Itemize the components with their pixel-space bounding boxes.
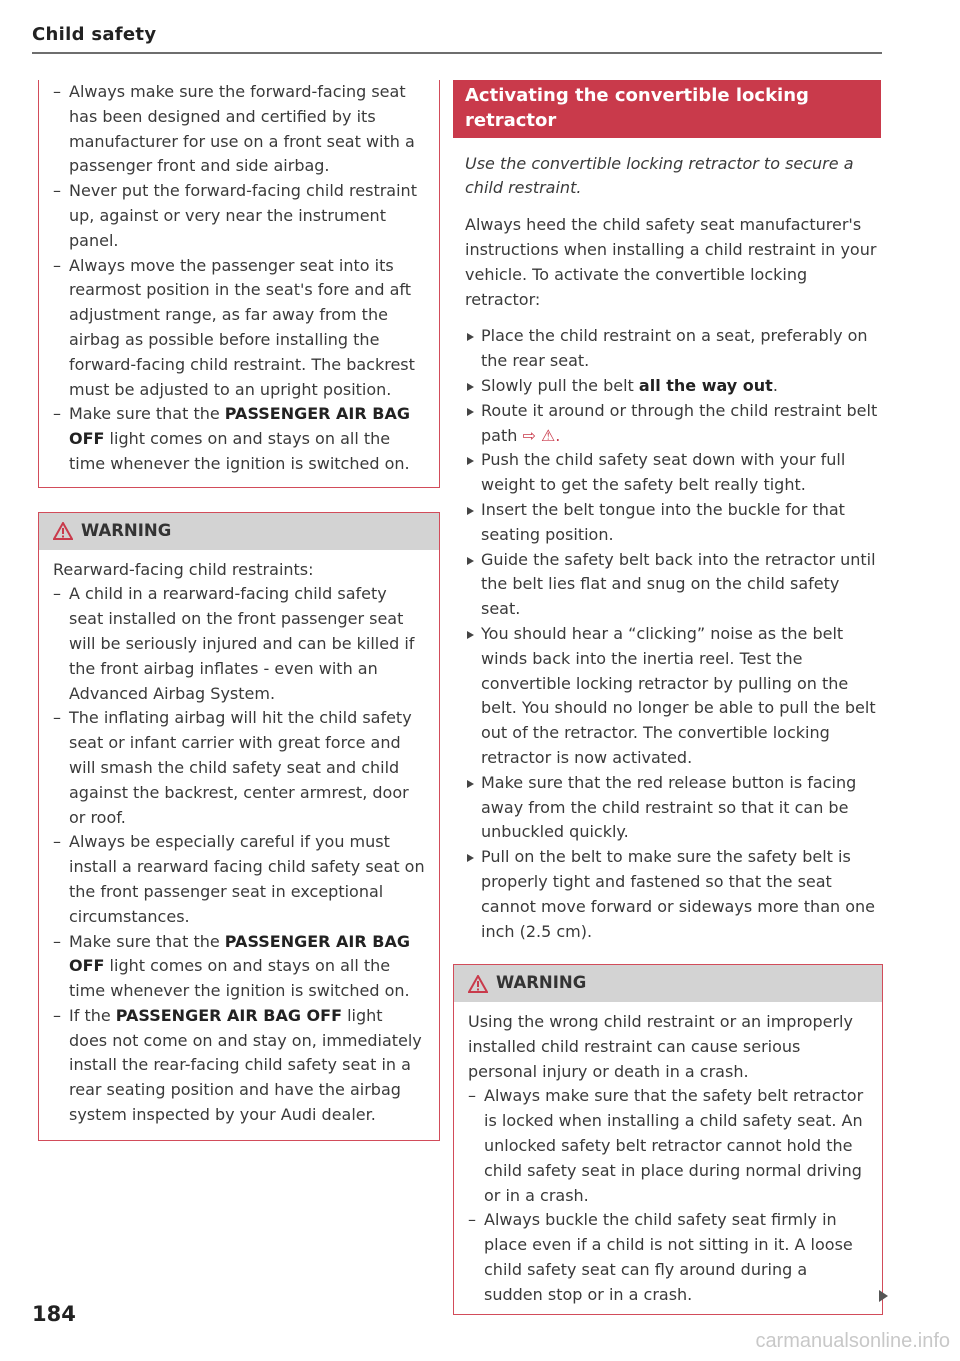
text: Slowly pull the belt (481, 375, 639, 395)
warning-intro: Using the wrong child restraint or an improperly installed child restraint can cause serious personal injury or death in a crash. (468, 1012, 853, 1081)
step-item: Insert the belt tongue into the buckle for that seating position. (465, 498, 881, 548)
warning-body (454, 1002, 882, 1314)
text: Route it around or through the child restraint belt path (481, 400, 878, 445)
text: light comes on and stays on all the time whenever the ignition is switched on. (69, 956, 410, 1001)
text: Make sure that the (69, 404, 225, 424)
watermark: carmanualsonline.info (755, 1330, 950, 1352)
step-item: Push the child safety seat down with your full weight to get the safety belt really tight. (465, 448, 881, 498)
warning-body (39, 550, 439, 1140)
warning-box-right (453, 964, 883, 1314)
warning-item: – Always make sure that the safety belt retractor is locked when installing a child safety seat. An unlocked safety belt retractor cannot hold the child safety seat in place during normal driving or in a crash. (468, 1084, 868, 1208)
bold-term: PASSENGER AIR BAG OFF (69, 931, 410, 976)
intro-list (53, 80, 427, 477)
step-item (465, 374, 881, 399)
step-item: You should hear a “clicking” noise as the belt winds back into the inertia reel. Test the convertible locking retractor by pulling on the belt. You should no longer be able to pull the belt out of the retractor. The convertible locking retractor is now activated. (465, 622, 881, 771)
warning-triangle-icon (53, 522, 73, 540)
step-item: Pull on the belt to make sure the safety belt is properly tight and fastened so that the seat cannot move forward or sideways more than one inch (2.5 cm). (465, 845, 881, 944)
warning-item (53, 1004, 425, 1128)
left-column (52, 80, 452, 1141)
warning-header (39, 513, 439, 550)
text: light comes on and stays on all the time whenever the ignition is switched on. (69, 429, 410, 473)
intro-item (53, 402, 427, 476)
steps-list (453, 324, 881, 944)
step-item: Place the child restraint on a seat, preferably on the rear seat. (465, 324, 881, 374)
warning-item: – The inflating airbag will hit the child safety seat or infant carrier with great force and will smash the child safety seat and child against the backrest, center armrest, door or roof. (53, 706, 425, 830)
text: . (772, 375, 778, 395)
header-divider (32, 52, 882, 54)
intro-box (38, 80, 440, 488)
intro-item: – Always make sure the forward-facing seat has been designed and certified by its manufacturer for use on a front seat with a passenger front and side airbag. (53, 80, 427, 179)
intro-item: – Never put the forward-facing child restraint up, against or very near the instrument panel. (53, 179, 427, 253)
section-paragraph: Always heed the child safety seat manufacturer's instructions when installing a child restraint in your vehicle. To activate the convertible locking retractor: (465, 215, 877, 309)
step-item: Make sure that the red release button is facing away from the child restraint so that it can be unbuckled quickly. (465, 771, 881, 845)
warning-item: – A child in a rearward-facing child safety seat installed on the front passenger seat will be seriously injured and can be killed if the front airbag inflates - even with an Advanced Airbag System. (53, 582, 425, 706)
warning-item: – Always be especially careful if you must install a rearward facing child safety seat on the front passenger seat in exceptional circumstances. (53, 830, 425, 929)
warning-title: WARNING (496, 973, 587, 993)
text: If the (69, 1005, 116, 1025)
warning-triangle-icon (468, 975, 488, 993)
continue-arrow-icon (879, 1290, 888, 1302)
bold-term: PASSENGER AIR BAG OFF (69, 404, 410, 449)
right-column (453, 80, 881, 1315)
bold-term: PASSENGER AIR BAG OFF (115, 1005, 342, 1025)
step-item (465, 399, 881, 449)
page-header-title: Child safety (32, 24, 157, 45)
warning-title: WARNING (81, 520, 172, 540)
section-lead: Use the convertible locking retractor to secure a child restraint. (465, 153, 854, 198)
warning-list (53, 582, 425, 1128)
warning-item: – Always buckle the child safety seat firmly in place even if a child is not sitting in it. A loose child safety seat can fly around during a sudden stop or in a crash. (468, 1208, 868, 1307)
text: light does not come on and stay on, immediately install the rear-facing child safety seat in a rear seating position and have the airbag system inspected by your Audi dealer. (69, 1005, 422, 1125)
text: Make sure that the (69, 931, 225, 951)
warning-box-left (38, 512, 440, 1141)
warning-intro: Rearward-facing child restraints: (53, 559, 314, 579)
page-number: 184 (32, 1302, 76, 1326)
warning-header (454, 965, 882, 1002)
intro-item: – Always move the passenger seat into its rearmost position in the seat's fore and aft adjustment range, as far away from the airbag as possible before installing the forward-facing child restraint. The backrest must be adjusted to an upright position. (53, 254, 427, 403)
warning-reference-link[interactable]: ⇨ ⚠. (522, 425, 561, 445)
step-item: Guide the safety belt back into the retractor until the belt lies flat and snug on the child safety seat. (465, 548, 881, 622)
warning-list (468, 1084, 868, 1307)
bold-term: all the way out (638, 375, 773, 395)
section-heading: Activating the convertible locking retractor (453, 80, 881, 138)
warning-item (53, 930, 425, 1004)
